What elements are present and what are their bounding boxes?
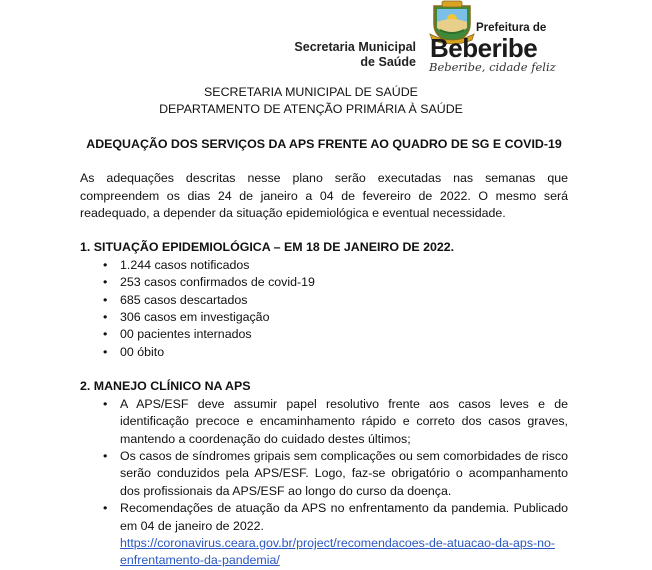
secretaria-header bbox=[294, 40, 416, 70]
section-1-heading: 1. SITUAÇÃO EPIDEMIOLÓGICA – EM 18 DE JANEIRO DE 2022. bbox=[80, 240, 455, 255]
prefeitura-slogan: Beberibe, cidade feliz bbox=[429, 60, 556, 74]
list-item bbox=[80, 500, 568, 570]
list-item: • 00 óbito bbox=[80, 344, 568, 361]
recommendation-link[interactable]: https://coronavirus.ceara.gov.br/project/recomendacoes-de-atuacao-da-aps-no-enfrentamento-da-pandemia/ bbox=[120, 535, 556, 568]
document-body bbox=[80, 84, 568, 570]
prefeitura-name: Beberibe bbox=[430, 33, 538, 63]
list-item: • Os casos de síndromes gripais sem complicações ou sem comorbidades de risco serão conduzidos pela APS/ESF. Logo, faz-se obrigatório o acompanhamento dos profissionais da APS/ESF ao longo do curso da doença. bbox=[80, 448, 568, 500]
org-line-2: DEPARTAMENTO DE ATENÇÃO PRIMÁRIA À SAÚDE bbox=[159, 102, 463, 117]
page-header bbox=[0, 0, 652, 80]
clinical-management-list bbox=[80, 396, 568, 570]
prefeitura-label: Prefeitura de bbox=[476, 22, 547, 34]
list-item: • 253 casos confirmados de covid-19 bbox=[80, 274, 568, 291]
list-item: • 1.244 casos notificados bbox=[80, 257, 568, 274]
list-item: • 00 pacientes internados bbox=[80, 326, 568, 343]
secretaria-line-2: de Saúde bbox=[360, 55, 416, 69]
org-line-1: SECRETARIA MUNICIPAL DE SAÚDE bbox=[204, 85, 418, 99]
secretaria-line-1: Secretaria Municipal bbox=[294, 40, 416, 54]
epidemiology-list bbox=[80, 257, 568, 361]
recommendation-text: Recomendações de atuação da APS no enfrentamento da pandemia. Publicado em 04 de janeiro de 2022. bbox=[120, 501, 568, 533]
list-item: • A APS/ESF deve assumir papel resolutivo frente aos casos leves e de identificação precoce e encaminhamento rápido e correto dos casos graves, mantendo a coordenação do cuidado destes últimos; bbox=[80, 396, 568, 448]
document-title: ADEQUAÇÃO DOS SERVIÇOS DA APS FRENTE AO QUADRO DE SG E COVID-19 bbox=[86, 136, 562, 151]
intro-paragraph: As adequações descritas nesse plano serão executadas nas semanas que compreendem os dias 24 de janeiro a 04 de fevereiro de 2022. O mesmo será readequado, a depender da situação epidemiológica e eventual necessidade. bbox=[80, 171, 568, 221]
list-item: • 306 casos em investigação bbox=[80, 309, 568, 326]
list-item: • 685 casos descartados bbox=[80, 292, 568, 309]
section-2-heading: 2. MANEJO CLÍNICO NA APS bbox=[80, 379, 251, 394]
prefeitura-logo bbox=[426, 0, 556, 76]
